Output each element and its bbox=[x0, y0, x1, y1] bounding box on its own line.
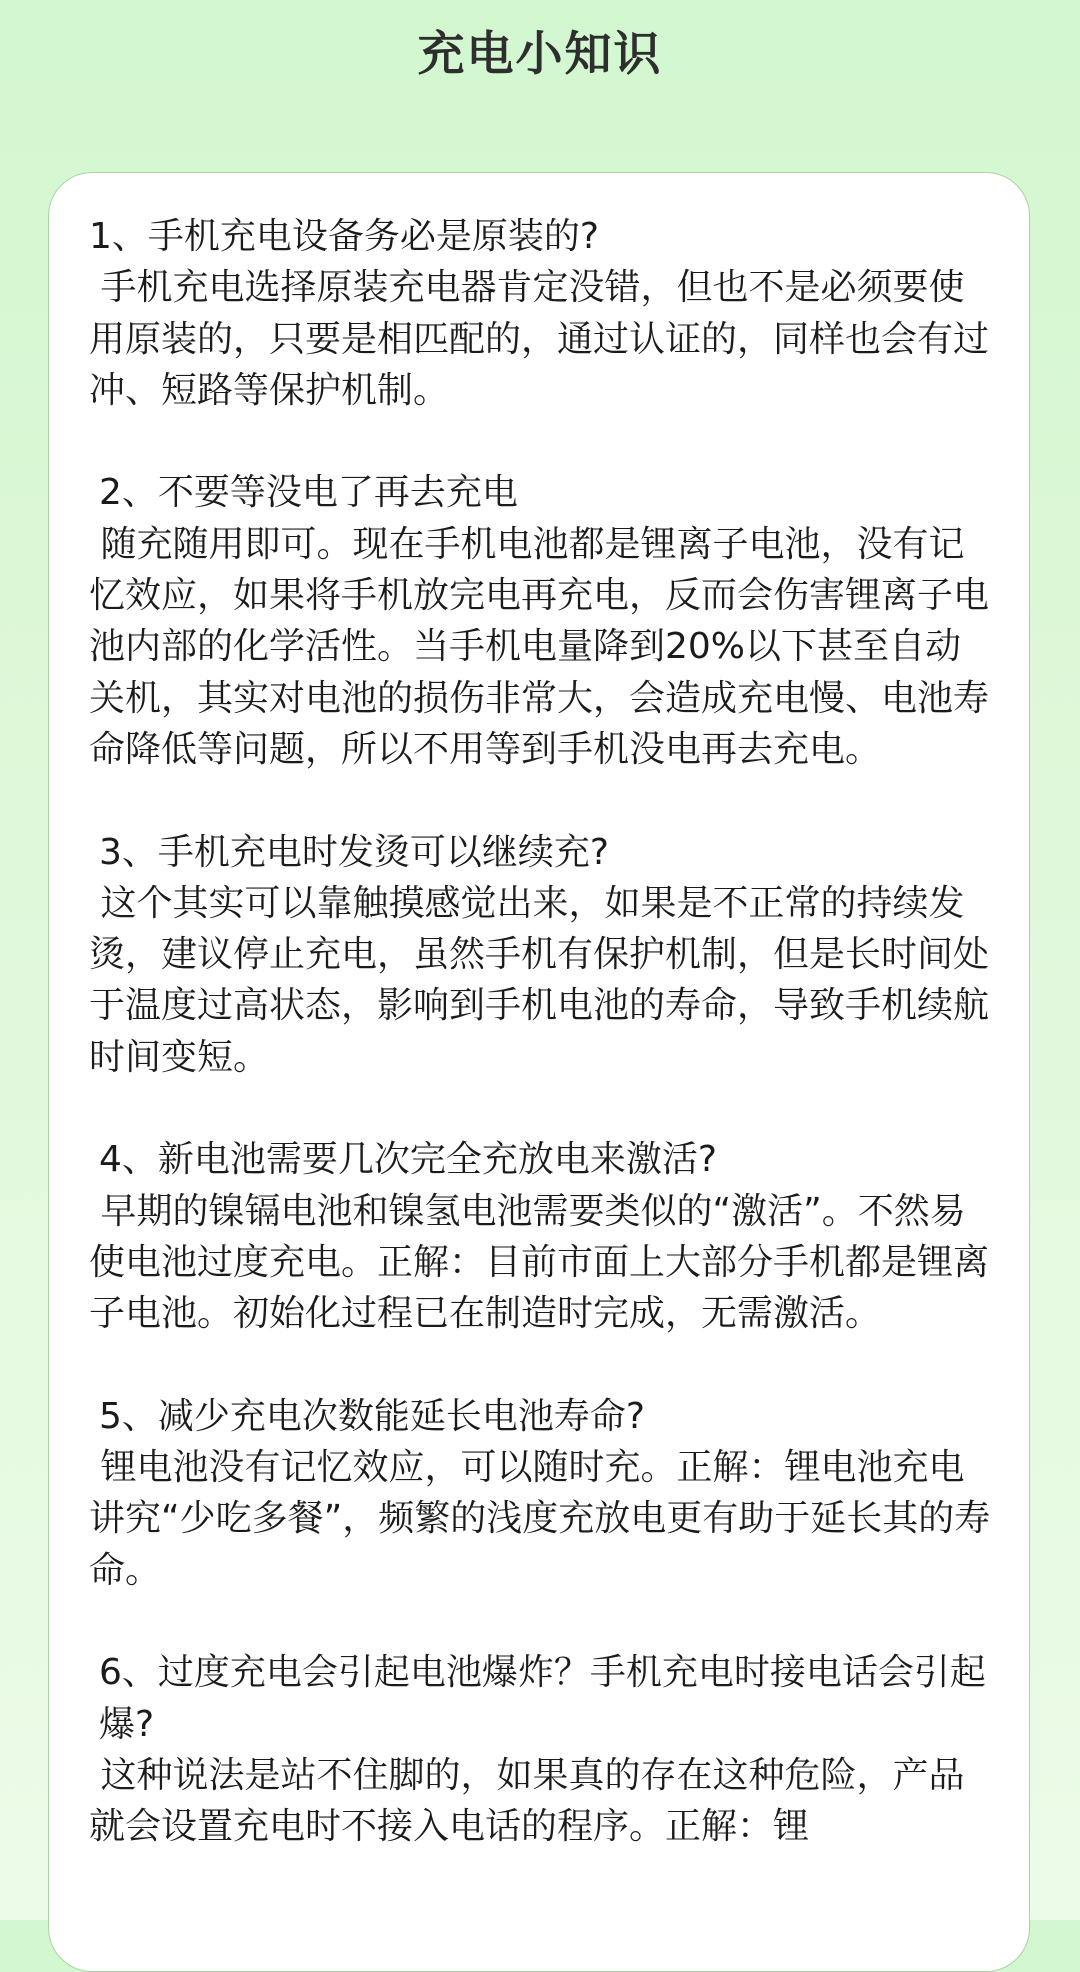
tip-question-4: 4、新电池需要几次完全充放电来激活? bbox=[99, 1139, 718, 1181]
tip-answer-6: 这种说法是站不住脚的，如果真的存在这种危险，产品就会设置充电时不接入电话的程序。正解：锂 bbox=[89, 1754, 965, 1848]
tip-section-6 bbox=[89, 1647, 991, 1852]
tips-card bbox=[48, 172, 1030, 1972]
tip-question-5: 5、减少充电次数能延长电池寿命? bbox=[99, 1395, 646, 1437]
tips-content bbox=[89, 211, 991, 1904]
tip-section-4 bbox=[89, 1134, 991, 1339]
tip-answer-3: 这个其实可以靠触摸感觉出来，如果是不正常的持续发烫，建议停止充电，虽然手机有保护机制，但是长时间处于温度过高状态，影响到手机电池的寿命，导致手机续航时间变短。 bbox=[89, 882, 990, 1078]
tip-question-6: 6、过度充电会引起电池爆炸？手机充电时接电话会引起爆? bbox=[99, 1652, 986, 1745]
page-title: 充电小知识 bbox=[417, 27, 663, 82]
tip-question-3: 3、手机充电时发烫可以继续充? bbox=[99, 831, 610, 873]
tip-section-1 bbox=[89, 211, 991, 416]
tip-answer-5: 锂电池没有记忆效应，可以随时充。正解：锂电池充电讲究“少吃多餐”，频繁的浅度充放电更有助于延长其的寿命。 bbox=[89, 1447, 991, 1591]
tip-question-1: 1、手机充电设备务必是原装的? bbox=[89, 216, 600, 257]
tip-section-3 bbox=[89, 827, 991, 1083]
tip-answer-4: 早期的镍镉电池和镍氢电池需要类似的“激活”。不然易使电池过度充电。正解：目前市面上大部分手机都是锂离子电池。初始化过程已在制造时完成，无需激活。 bbox=[89, 1190, 990, 1335]
tip-question-2: 2、不要等没电了再去充电 bbox=[99, 472, 518, 514]
tip-answer-1: 手机充电选择原装充电器肯定没错，但也不是必须要使用原装的，只要是相匹配的，通过认证的，同样也会有过冲、短路等保护机制。 bbox=[89, 267, 990, 411]
tip-section-2 bbox=[89, 467, 991, 775]
tip-section-5 bbox=[89, 1391, 991, 1596]
tip-answer-2: 随充随用即可。现在手机电池都是锂离子电池，没有记忆效应，如果将手机放完电再充电，反而会伤害锂离子电池内部的化学活性。当手机电量降到20%以下甚至自动关机，其实对电池的损伤非常大，会造成充电慢、电池寿命降低等问题，所以不用等到手机没电再去充电。 bbox=[89, 523, 990, 770]
